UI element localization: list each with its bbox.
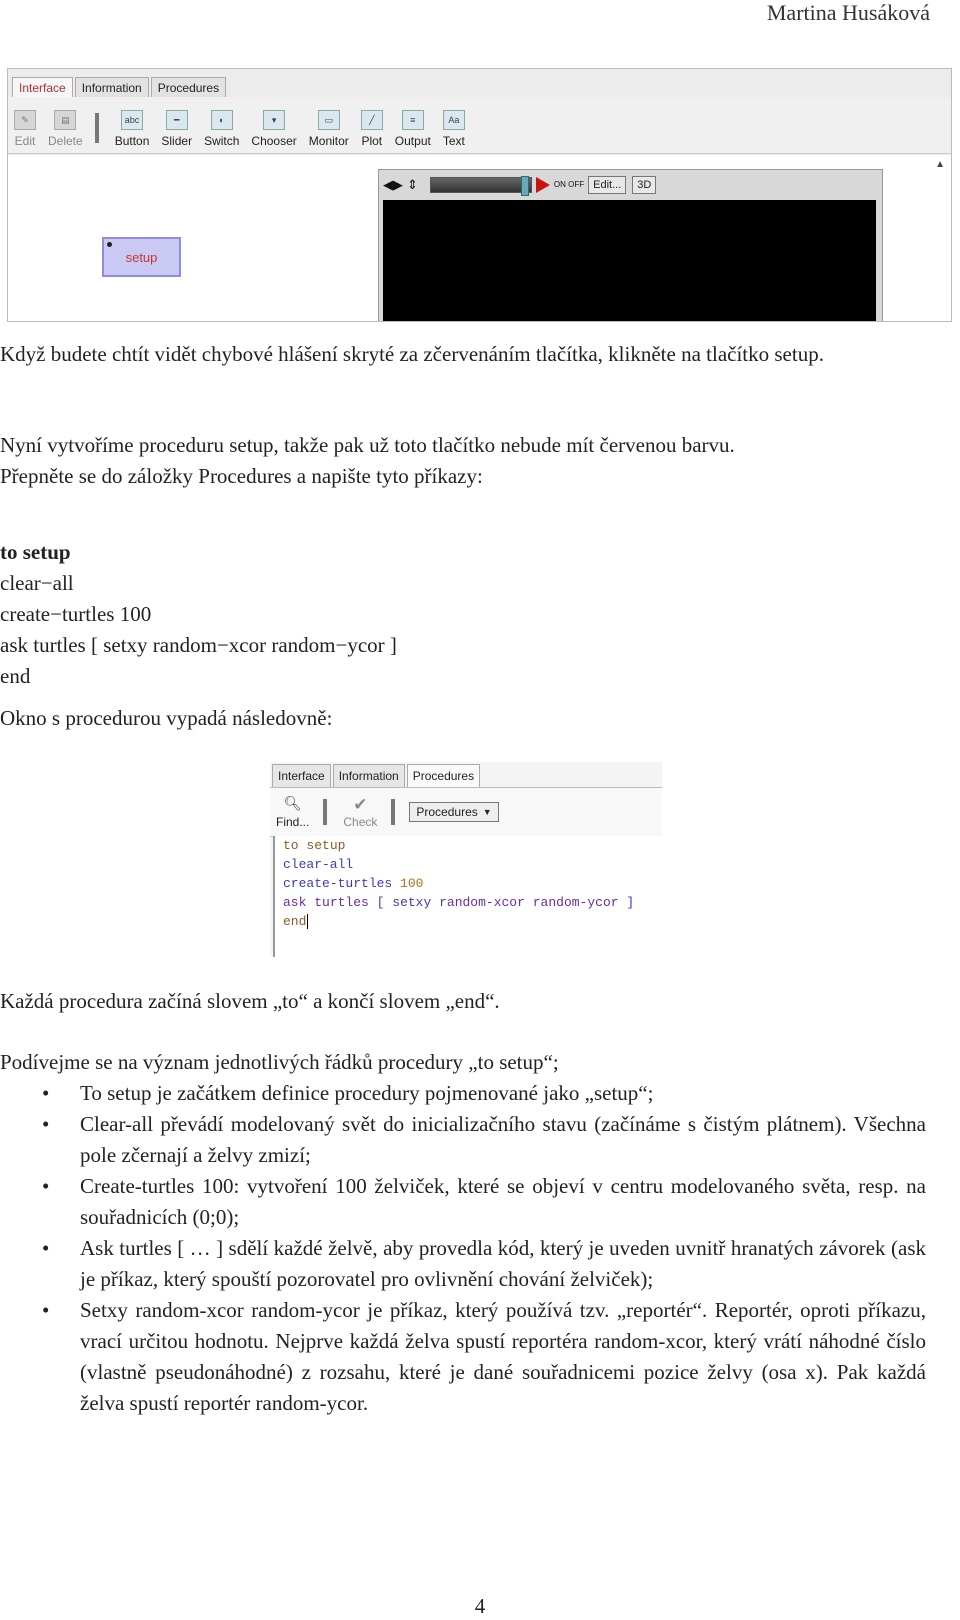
keyword-to: to — [283, 838, 299, 853]
tab-bar-2 — [272, 764, 482, 788]
tab-information-2[interactable]: Information — [333, 764, 405, 788]
toolbar-separator-2 — [323, 799, 327, 825]
view-controls — [383, 176, 662, 194]
delete-tool-label: Delete — [48, 134, 83, 148]
procedures-code-editor[interactable] — [273, 836, 662, 957]
chooser-widget-icon: ▾ — [263, 110, 285, 130]
procedures-dropdown[interactable] — [409, 802, 498, 822]
button-widget-icon: abc — [121, 110, 143, 130]
button-tool[interactable] — [115, 110, 150, 153]
up-down-icon[interactable]: ⇕ — [407, 177, 418, 192]
slider-tool[interactable] — [161, 110, 192, 153]
code-line-create-turtles: create−turtles 100 — [0, 602, 152, 626]
plot-tool[interactable] — [361, 110, 383, 153]
tab-procedures[interactable]: Procedures — [151, 77, 226, 100]
find-button-label: Find... — [276, 815, 310, 829]
plot-widget-icon: ╱ — [361, 110, 383, 130]
slider-widget-icon: ━ — [166, 110, 188, 130]
chooser-tool-label: Chooser — [251, 134, 297, 148]
setup-button-widget[interactable] — [102, 237, 181, 277]
list-item: • Ask turtles [ … ] sdělí každé želvě, aby provedla kód, který je uveden uvnitř hranatých závorek (ask je příkaz, který spouští pozorovatel pro ovlivnění chování želviček); — [0, 1233, 926, 1295]
paragraph-line-meaning: Podívejme se na význam jednotlivých řádků procedury „to setup“; — [0, 1050, 559, 1074]
reporter-random-xcor: random-xcor — [439, 895, 525, 910]
editor-line-2 — [275, 855, 662, 874]
list-item: • To setup je začátkem definice procedury pojmenované jako „setup“; — [0, 1078, 926, 1109]
text-tool[interactable] — [443, 110, 465, 153]
procedures-dropdown-label: Procedures — [416, 805, 478, 819]
pencil-icon: ✎ — [14, 110, 36, 130]
magnifier-icon: 🔍︎ — [283, 795, 302, 811]
paragraph-error-hint: Když budete chtít vidět chybové hlášení skryté za zčervenáním tlačítka, klikněte na tlačítko setup. — [0, 342, 824, 366]
output-tool-label: Output — [394, 134, 431, 148]
editor-line-1 — [275, 836, 662, 855]
number-literal: 100 — [400, 876, 424, 891]
procedures-tab-screenshot — [270, 762, 662, 957]
checkmark-icon: ✔ — [353, 795, 368, 814]
chevron-down-icon: ▼ — [482, 807, 492, 817]
interface-toolbar — [8, 97, 951, 154]
trash-icon: ▤ — [54, 110, 76, 130]
command-create-turtles: create-turtles — [283, 876, 393, 891]
code-line-ask-turtles: ask turtles [ setxy random−xcor random−ycor ] — [0, 633, 397, 657]
world-view-frame — [378, 169, 883, 322]
monitor-tool[interactable] — [309, 110, 349, 153]
agentset-turtles: turtles — [314, 895, 369, 910]
bracket-open: [ — [376, 895, 385, 910]
output-tool[interactable] — [395, 110, 431, 153]
switch-widget-icon: ◐ — [211, 110, 233, 130]
paragraph-window-looks: Okno s procedurou vypadá následovně: — [0, 706, 333, 730]
check-button-label: Check — [343, 815, 378, 829]
list-item: • Clear-all převádí modelovaný svět do inicializačního stavu (začínáme s čistým plátnem). Všechna pole zčernají a želvy zmizí; — [0, 1109, 926, 1171]
switch-tool[interactable] — [204, 110, 239, 153]
world-view — [383, 200, 876, 322]
explanation-list — [0, 1078, 926, 1419]
text-widget-icon: Aa — [443, 110, 465, 130]
code-line-end: end — [0, 664, 31, 688]
editor-line-5 — [275, 912, 662, 931]
check-button[interactable] — [343, 795, 377, 829]
keyword-end: end — [283, 914, 307, 929]
tab-interface[interactable]: Interface — [12, 77, 73, 100]
interface-canvas[interactable] — [8, 155, 951, 321]
page-header-author: Martina Husáková — [766, 0, 930, 25]
command-clear-all: clear-all — [283, 857, 354, 872]
chooser-tool[interactable] — [251, 110, 296, 153]
monitor-widget-icon: ▭ — [318, 110, 340, 130]
bracket-close: ] — [626, 895, 635, 910]
list-item: • Setxy random-xcor random-ycor je příkaz, který používá tzv. „reportér“. Reportér, oproti příkazu, vrací určitou hodnotu. Nejprve každá želva spustí reportéra random-xcor, který vrátí náhodné číslo (vlastně pseudonáhodné) z rozsahu, které je dané souřadnicemi pozice želvy (osa x). Pak každá želva spustí reportér random-ycor. — [0, 1295, 926, 1419]
output-widget-icon: ≡ — [402, 110, 424, 130]
slider-tool-label: Slider — [161, 134, 193, 148]
text-cursor — [307, 914, 308, 929]
command-ask: ask — [283, 895, 307, 910]
find-button[interactable] — [276, 795, 309, 829]
tab-procedures-2[interactable]: Procedures — [407, 764, 480, 788]
code-line-clear-all: clear−all — [0, 571, 74, 595]
tab-interface-2[interactable]: Interface — [272, 764, 331, 788]
text-tool-label: Text — [442, 134, 465, 148]
button-tool-label: Button — [114, 134, 150, 148]
procedures-toolbar — [270, 787, 662, 837]
edit-tool[interactable] — [14, 110, 36, 153]
list-item: • Create-turtles 100: vytvoření 100 želviček, které se objeví v centru modelovaného světa, resp. na souřadnicích (0;0); — [0, 1171, 926, 1233]
netlogo-interface-screenshot — [7, 68, 952, 322]
toolbar-separator-3 — [391, 799, 395, 825]
procedure-code-block — [0, 537, 397, 692]
code-line-to-setup: to setup — [0, 540, 71, 564]
view-updates-switch[interactable]: ON OFF — [553, 180, 585, 189]
editor-line-4 — [275, 893, 662, 912]
page-number: 4 — [474, 1594, 486, 1618]
paragraph-switch-tab: Přepněte se do záložky Procedures a napište tyto příkazy: — [0, 464, 483, 488]
speed-slider[interactable] — [430, 177, 532, 193]
command-setxy: setxy — [392, 895, 432, 910]
toolbar-separator — [95, 113, 99, 143]
plot-tool-label: Plot — [361, 134, 383, 148]
view-edit-button[interactable]: Edit... — [588, 176, 626, 194]
view-3d-button[interactable]: 3D — [632, 176, 656, 194]
procedure-name: setup — [306, 838, 346, 853]
tab-information[interactable]: Information — [75, 77, 149, 100]
delete-tool[interactable] — [48, 110, 83, 153]
play-arrow-icon[interactable] — [536, 177, 550, 193]
reporter-random-ycor: random-ycor — [532, 895, 619, 910]
paragraph-to-end: Každá procedura začíná slovem „to“ a končí slovem „end“. — [0, 989, 500, 1013]
forever-dot-icon — [107, 242, 112, 247]
paragraph-create-procedure: Nyní vytvoříme proceduru setup, takže pak už toto tlačítko nebude mít červenou barvu. — [0, 433, 735, 457]
switch-tool-label: Switch — [204, 134, 240, 148]
speed-slider-thumb[interactable] — [521, 176, 529, 196]
edit-tool-label: Edit — [14, 134, 36, 148]
step-back-icon[interactable]: ◀▶ — [383, 177, 403, 192]
editor-line-3 — [275, 874, 662, 893]
monitor-tool-label: Monitor — [308, 134, 349, 148]
setup-button-label: setup — [125, 249, 158, 265]
scroll-up-icon[interactable]: ▲ — [935, 159, 945, 170]
